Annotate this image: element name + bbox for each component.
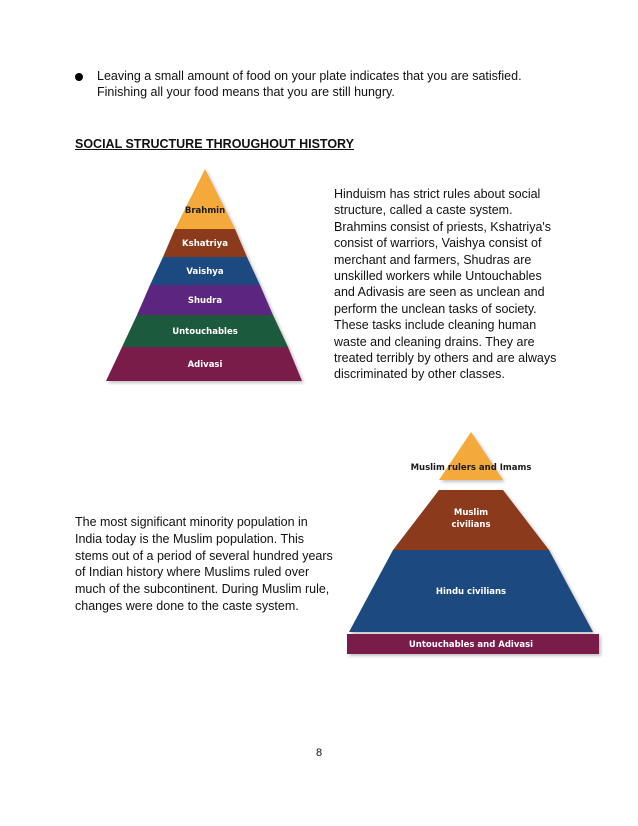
label-untouchables: Untouchables — [172, 327, 238, 337]
caste-description — [334, 186, 574, 383]
bullet-line-2: Finishing all your food means that you are still hungry. — [97, 85, 395, 99]
text-line: unskilled workers while Untouchables — [334, 269, 542, 284]
label-vaishya: Vaishya — [186, 267, 224, 277]
label-brahmin: Brahmin — [184, 206, 226, 216]
text-line: The most significant minority population in — [75, 515, 308, 529]
text-line: and Adivasis are seen as unclean and — [334, 285, 545, 300]
level-brahmin — [175, 169, 235, 229]
label-kshatriya: Kshatriya — [182, 239, 228, 249]
text-line: These tasks include cleaning human — [334, 318, 537, 333]
label-muslim-rulers: Muslim rulers and Imams — [410, 463, 532, 473]
muslim-rule-pyramid — [343, 428, 603, 658]
bullet-point — [75, 73, 83, 81]
text-line: structure, called a caste system. — [334, 203, 513, 218]
muslim-population-description — [75, 514, 337, 615]
text-line: Brahmins consist of priests, Kshatriya's — [334, 219, 552, 234]
text-line: Hinduism has strict rules about social — [334, 187, 541, 201]
text-line: India today is the Muslim population. This — [75, 531, 305, 546]
text-line: much of the subcontinent. During Muslim rule, — [75, 582, 330, 597]
text-line: stems out of a period of several hundred years — [75, 548, 333, 563]
section-heading: SOCIAL STRUCTURE THROUGHOUT HISTORY — [75, 137, 354, 151]
label-untouchables-adivasi: Untouchables and Adivasi — [408, 640, 534, 650]
caste-pyramid — [100, 165, 322, 385]
text-line: changes were done to the caste system. — [75, 598, 299, 613]
bullet-text — [97, 68, 577, 100]
text-line: discriminated by other classes. — [334, 367, 505, 382]
text-line: merchant and farmers, Shudras are — [334, 252, 532, 267]
label-adivasi: Adivasi — [187, 360, 223, 370]
text-line: of Indian history where Muslims ruled over — [75, 565, 310, 580]
text-line: waste and cleaning drains. They are — [334, 334, 535, 349]
text-line: treated terribly by others and are always — [334, 351, 557, 366]
label-hindu-civilians: Hindu civilians — [435, 587, 507, 597]
page-number: 8 — [315, 747, 323, 759]
label-shudra: Shudra — [187, 296, 223, 306]
label-muslim: Muslim — [453, 508, 489, 518]
text-line: perform the unclean tasks of society. — [334, 301, 537, 316]
label-civilians: civilians — [451, 520, 491, 530]
text-line: consist of warriors, Vaishya consist of — [334, 236, 542, 251]
bullet-line-1: Leaving a small amount of food on your plate indicates that you are satisfied. — [97, 69, 522, 83]
